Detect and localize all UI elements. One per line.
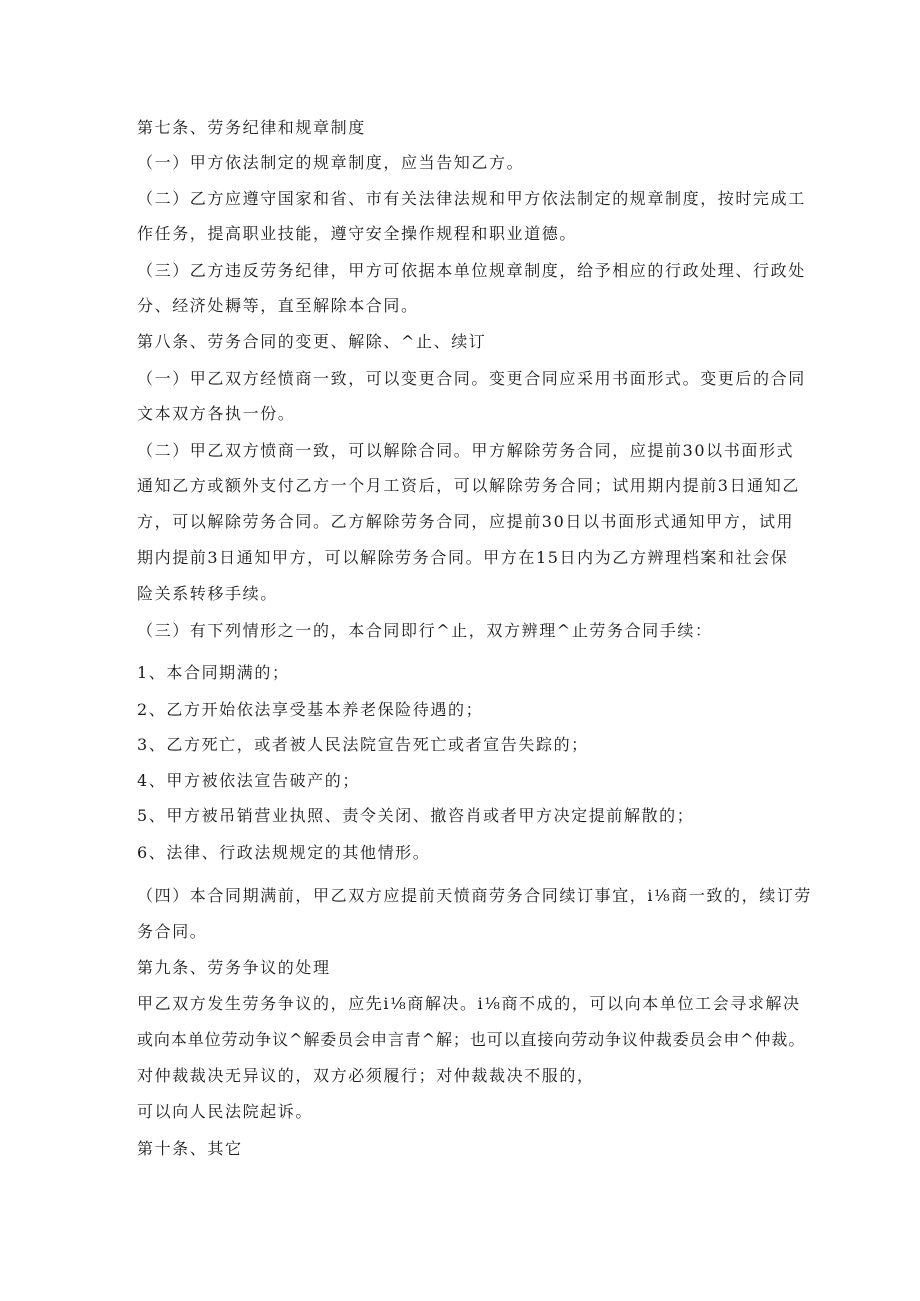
paragraph-line: 通知乙方或额外支付乙方一个月工资后，可以解除劳务合同；试用期内提前3日通知乙 bbox=[137, 476, 800, 495]
paragraph-line: （一）甲乙双方经愤商一致，可以变更合同。变更合同应采用书面形式。变更后的合同 bbox=[137, 369, 806, 388]
paragraph-line: 期内提前3日通知甲方，可以解除劳务合同。甲方在15日内为乙方辨理档案和社会保 bbox=[137, 548, 789, 567]
paragraph-line: 或向本单位劳动争议^解委员会申言青^解；也可以直接向劳动争议仲裁委员会申^仲裁。 bbox=[137, 1030, 806, 1049]
list-item: 6、法律、行政法规规定的其他情形。 bbox=[137, 843, 431, 862]
list-item: 1、本合同期满的； bbox=[137, 663, 290, 682]
paragraph-line: （二）甲乙双方愤商一致，可以解除合同。甲方解除劳务合同，应提前30以书面形式 bbox=[137, 441, 795, 460]
paragraph-line: （一）甲方依法制定的规章制度，应当告知乙方。 bbox=[137, 153, 525, 172]
paragraph-line: 可以向人民法院起诉。 bbox=[137, 1102, 314, 1121]
article-9-heading: 第九条、劳务争议的处理 bbox=[137, 958, 331, 977]
article-7-heading: 第七条、劳务纪律和规章制度 bbox=[137, 118, 366, 137]
paragraph-line: （三）乙方违反劳务纪律，甲方可依据本单位规章制度，给予相应的行政处理、行政处 bbox=[137, 261, 806, 280]
list-item: 3、乙方死亡，或者被人民法院宣告死亡或者宣告失踪的； bbox=[137, 735, 589, 754]
paragraph-line: 方，可以解除劳务合同。乙方解除劳务合同，应提前30日以书面形式通知甲方，试用 bbox=[137, 512, 795, 531]
paragraph-line: 务合同。 bbox=[137, 922, 208, 941]
list-item: 5、甲方被吊销营业执照、责令关闭、撤咨肖或者甲方决定提前解散的； bbox=[137, 806, 695, 825]
paragraph-line: （三）有下列情形之一的，本合同即行^止，双方辨理^止劳务合同手续： bbox=[137, 621, 713, 640]
article-8-heading: 第八条、劳务合同的变更、解除、^止、续订 bbox=[137, 332, 487, 351]
paragraph-line: 甲乙双方发生劳务争议的，应先i⅛商解决。i⅛商不成的，可以向本单位工会寻求解决 bbox=[137, 994, 801, 1013]
paragraph-line: 对仲裁裁决无异议的，双方必须履行；对仲裁裁决不服的， bbox=[137, 1066, 595, 1085]
paragraph-line: 作任务，提高职业技能，遵守安全操作规程和职业道德。 bbox=[137, 224, 578, 243]
paragraph-line: 险关系转移手续。 bbox=[137, 584, 278, 603]
list-item: 2、乙方开始依法享受基本养老保险待遇的； bbox=[137, 700, 484, 719]
article-10-heading: 第十条、其它 bbox=[137, 1139, 243, 1158]
paragraph-line: （二）乙方应遵守国家和省、市有关法律法规和甲方依法制定的规章制度，按时完成工 bbox=[137, 189, 806, 208]
list-item: 4、甲方被依法宣告破产的； bbox=[137, 771, 360, 790]
paragraph-line: （四）本合同期满前，甲乙双方应提前天愤商劳务合同续订事宜，i⅛商一致的，续订劳 bbox=[137, 886, 813, 905]
paragraph-line: 文本双方各执一份。 bbox=[137, 404, 296, 423]
paragraph-line: 分、经济处耨等，直至解除本合同。 bbox=[137, 296, 419, 315]
